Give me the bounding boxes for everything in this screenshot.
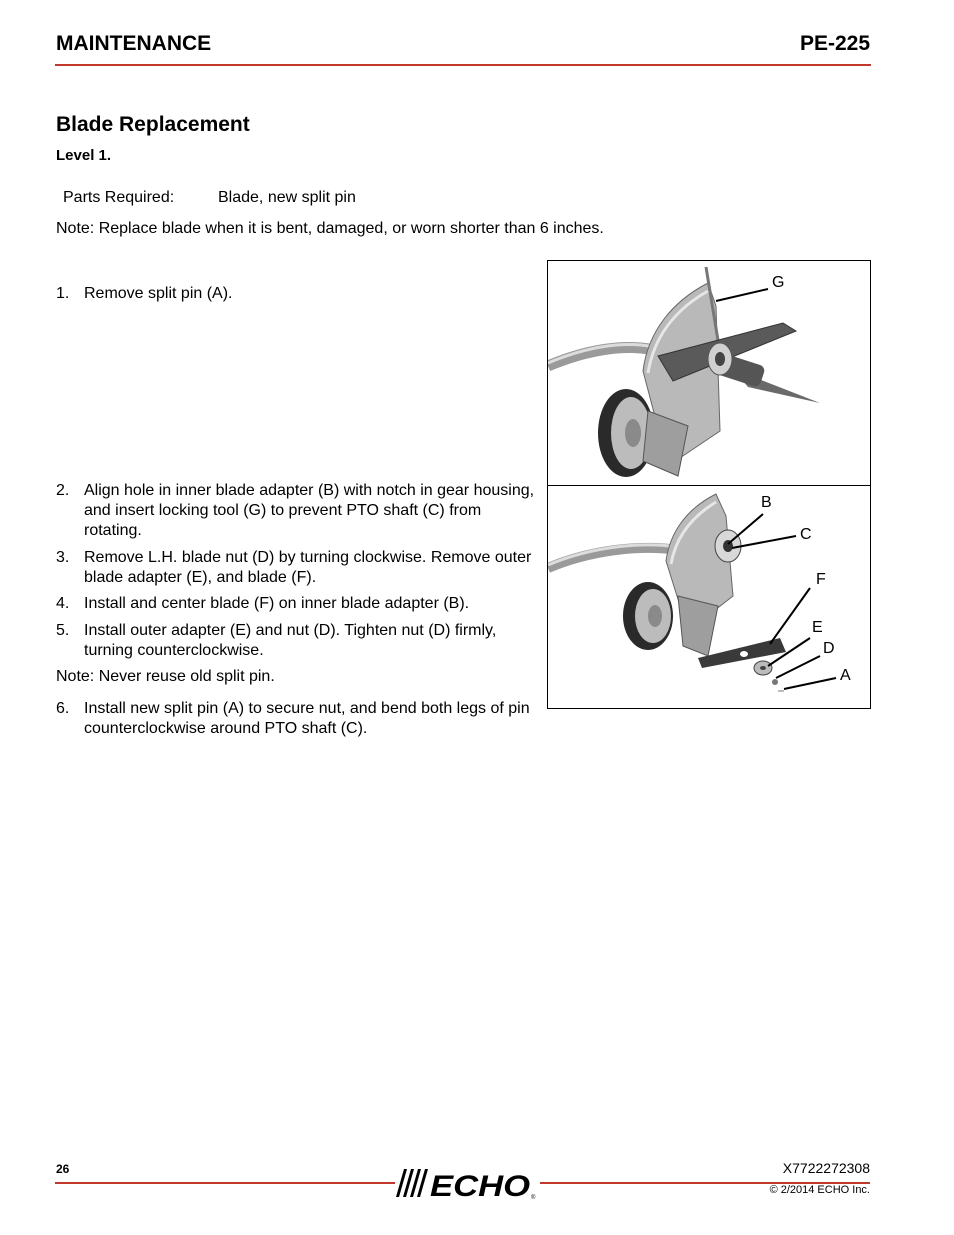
step-2 <box>56 481 536 541</box>
note-blade-wear: Note: Replace blade when it is bent, damaged, or worn shorter than 6 inches. <box>56 220 604 237</box>
page-title: Blade Replacement <box>56 113 250 136</box>
step-1 <box>56 284 536 304</box>
note-split-pin: Note: Never reuse old split pin. <box>56 668 275 685</box>
edger-photo-2 <box>548 486 870 708</box>
figure-locking-tool <box>547 260 871 486</box>
callout-b: B <box>761 494 772 511</box>
step-text: Install outer adapter (E) and nut (D). Tighten nut (D) firmly, turning counterclockwise. <box>84 622 497 659</box>
parts-required-value: Blade, new split pin <box>218 189 356 206</box>
edger-photo-1 <box>548 261 870 485</box>
step-text: Install new split pin (A) to secure nut, and bend both legs of pin counterclockwise around PTO shaft (C). <box>84 700 530 737</box>
level-label: Level 1. <box>56 147 112 164</box>
step-5 <box>56 621 536 661</box>
callout-c: C <box>800 526 812 543</box>
figure-blade-parts <box>547 485 871 709</box>
step-6 <box>56 699 536 739</box>
footer-divider-left <box>55 1182 395 1184</box>
callout-a: A <box>840 667 851 684</box>
logo-wordmark: ECHO <box>430 1170 530 1201</box>
step-text: Align hole in inner blade adapter (B) with notch in gear housing, and insert locking tool (G) to prevent PTO shaft (C) from rotating. <box>84 482 535 539</box>
page-number: 26 <box>56 1162 70 1176</box>
parts-required-label: Parts Required: <box>63 189 175 206</box>
header-section-title: MAINTENANCE <box>56 32 212 55</box>
step-text: Remove split pin (A). <box>84 285 233 302</box>
callout-g: G <box>772 274 785 291</box>
step-text: Install and center blade (F) on inner blade adapter (B). <box>84 595 470 612</box>
step-number: 4. <box>56 595 70 612</box>
copyright: © 2/2014 ECHO Inc. <box>769 1184 870 1196</box>
echo-logo <box>392 1165 540 1201</box>
step-number: 3. <box>56 549 70 566</box>
step-number: 5. <box>56 622 70 639</box>
document-code: X7722272308 <box>782 1160 870 1176</box>
svg-text:®: ® <box>531 1195 536 1201</box>
callout-d: D <box>823 640 835 657</box>
step-text: Remove L.H. blade nut (D) by turning clockwise. Remove outer blade adapter (E), and blade (F). <box>84 549 532 586</box>
callout-f: F <box>816 571 826 588</box>
step-number: 2. <box>56 482 70 499</box>
echo-logo-mark <box>392 1165 540 1201</box>
step-number: 1. <box>56 285 70 302</box>
step-number: 6. <box>56 700 70 717</box>
step-4 <box>56 594 536 614</box>
header-divider <box>55 64 871 66</box>
step-3 <box>56 548 536 588</box>
header-model: PE-225 <box>799 32 870 55</box>
callout-e: E <box>812 619 823 636</box>
